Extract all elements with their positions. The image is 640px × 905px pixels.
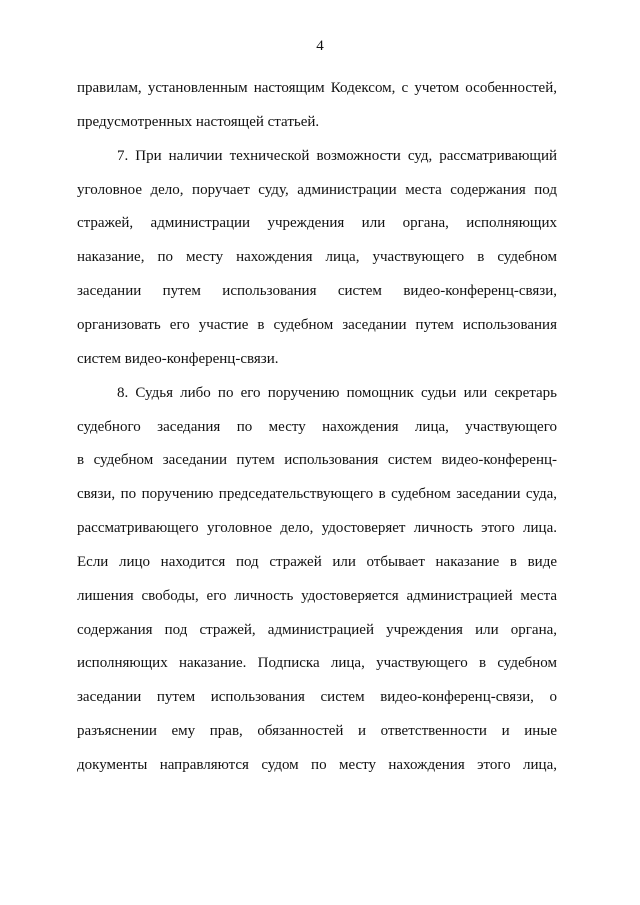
text-line: Если лицо находится под стражей или отбывает наказание в виде: [77, 554, 557, 570]
text-line: организовать его участие в судебном заседании путем использования: [77, 317, 557, 333]
text-line: содержания под стражей, администрацией учреждения или органа,: [77, 622, 557, 638]
text-line: связи, по поручению председательствующего в судебном заседании суда,: [77, 486, 557, 502]
text-line: исполняющих наказание. Подписка лица, участвующего в судебном: [77, 655, 557, 671]
text-line: документы направляются судом по месту нахождения этого лица,: [77, 757, 557, 773]
text-line: 8. Судья либо по его поручению помощник судьи или секретарь: [117, 385, 557, 401]
text-line: разъяснении ему прав, обязанностей и ответственности и иные: [77, 723, 557, 739]
text-line: заседании путем использования систем видео-конференц-связи,: [77, 283, 557, 299]
text-line: лишения свободы, его личность удостоверяется администрацией места: [77, 588, 557, 604]
text-line: наказание, по месту нахождения лица, участвующего в судебном: [77, 249, 557, 265]
text-line: 7. При наличии технической возможности суд, рассматривающий: [117, 148, 557, 164]
text-line: заседании путем использования систем видео-конференц-связи, о: [77, 689, 557, 705]
text-line: предусмотренных настоящей статьей.: [77, 114, 320, 130]
text-line: систем видео-конференц-связи.: [77, 351, 279, 367]
text-line: правилам, установленным настоящим Кодексом, с учетом особенностей,: [77, 80, 557, 96]
text-line: в судебном заседании путем использования систем видео-конференц-: [77, 452, 557, 468]
text-line: стражей, администрации учреждения или органа, исполняющих: [77, 215, 557, 231]
text-line: рассматривающего уголовное дело, удостоверяет личность этого лица.: [77, 520, 557, 536]
page-number: 4: [316, 38, 324, 54]
text-line: судебного заседания по месту нахождения лица, участвующего: [77, 419, 557, 435]
text-line: уголовное дело, поручает суду, администрации места содержания под: [77, 182, 557, 198]
